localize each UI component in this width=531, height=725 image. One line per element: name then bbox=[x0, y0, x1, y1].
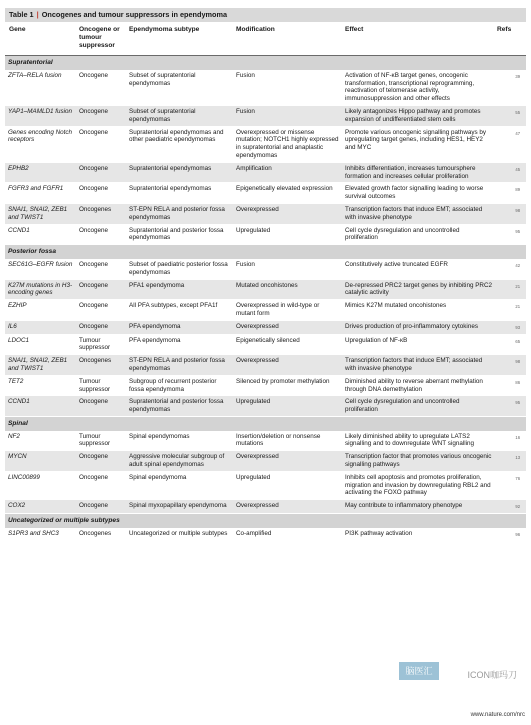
cell-subtype: All PFA subtypes, except PFA1f bbox=[126, 300, 233, 321]
cell-refs: 96 bbox=[496, 528, 526, 541]
header-subtype: Ependymoma subtype bbox=[129, 26, 200, 33]
table-row bbox=[5, 500, 526, 514]
cell-modification: Co-amplified bbox=[233, 528, 342, 541]
cell-effect: Activation of NF-κB target genes, oncogenic transformation, transcriptional reprogramming, reactivation of telomerase activity, immunosuppression and other effects bbox=[342, 70, 496, 106]
cell-effect: Likely diminished ability to upregulate LATS2 signalling and to downregulate WNT signalling bbox=[342, 431, 496, 451]
cell-modification: Fusion bbox=[233, 70, 342, 106]
watermark-logo: 脑医汇 bbox=[399, 662, 439, 680]
cell-type: Oncogene bbox=[76, 70, 126, 106]
cell-gene: COX2 bbox=[5, 500, 76, 514]
table-row bbox=[5, 528, 526, 541]
cell-subtype: Aggressive molecular subgroup of adult spinal ependymomas bbox=[126, 451, 233, 472]
data-table bbox=[5, 56, 526, 542]
cell-modification: Insertion/deletion or nonsense mutations bbox=[233, 431, 342, 451]
cell-refs: 95 bbox=[496, 224, 526, 245]
cell-refs: 42 bbox=[496, 259, 526, 279]
cell-modification: Epigenetically silenced bbox=[233, 334, 342, 355]
cell-modification: Overexpressed or missense mutation; NOTCH1 highly expressed in supratentorial and anaplastic ependymomas bbox=[233, 126, 342, 162]
cell-type: Oncogene bbox=[76, 279, 126, 300]
cell-gene: ZFTA–RELA fusion bbox=[5, 70, 76, 106]
cell-refs: 92 bbox=[496, 500, 526, 514]
cell-refs: 98 bbox=[496, 355, 526, 376]
cell-effect: Mimics K27M mutated oncohistones bbox=[342, 300, 496, 321]
cell-effect: De-repressed PRC2 target genes by inhibiting PRC2 catalytic activity bbox=[342, 279, 496, 300]
cell-type: Oncogene bbox=[76, 183, 126, 204]
section-title: Uncategorized or multiple subtypes bbox=[5, 514, 526, 528]
cell-subtype: Supratentorial ependymomas bbox=[126, 183, 233, 204]
section-title: Supratentorial bbox=[5, 56, 526, 70]
cell-modification: Overexpressed bbox=[233, 451, 342, 472]
cell-modification: Overexpressed bbox=[233, 320, 342, 334]
cell-subtype: Subgroup of recurrent posterior fossa ependymoma bbox=[126, 375, 233, 396]
cell-subtype: ST-EPN RELA and posterior fossa ependymomas bbox=[126, 203, 233, 224]
cell-subtype: Spinal ependymomas bbox=[126, 431, 233, 451]
header-modification: Modification bbox=[236, 26, 275, 33]
cell-modification: Silenced by promoter methylation bbox=[233, 375, 342, 396]
cell-subtype: Supratentorial and posterior fossa ependymomas bbox=[126, 224, 233, 245]
cell-subtype: Uncategorized or multiple subtypes bbox=[126, 528, 233, 541]
cell-refs: 47 bbox=[496, 126, 526, 162]
cell-type: Oncogene bbox=[76, 126, 126, 162]
table-row bbox=[5, 279, 526, 300]
table-row bbox=[5, 334, 526, 355]
cell-modification: Epigenetically elevated expression bbox=[233, 183, 342, 204]
cell-subtype: Subset of paediatric posterior fossa ependymomas bbox=[126, 259, 233, 279]
cell-effect: Likely antagonizes Hippo pathway and promotes expansion of undifferentiated stem cells bbox=[342, 105, 496, 126]
cell-effect: Inhibits cell apoptosis and promotes proliferation, migration and invasion by downregulating RBL2 and activating the FOXO pathway bbox=[342, 471, 496, 499]
cell-refs: 89 bbox=[496, 183, 526, 204]
cell-gene: LDOC1 bbox=[5, 334, 76, 355]
cell-effect: Elevated growth factor signalling leading to worse survival outcomes bbox=[342, 183, 496, 204]
cell-type: Oncogene bbox=[76, 162, 126, 183]
cell-type: Oncogenes bbox=[76, 528, 126, 541]
table-row bbox=[5, 355, 526, 376]
cell-effect: Drives production of pro-inflammatory cytokines bbox=[342, 320, 496, 334]
cell-gene: SNAI1, SNAI2, ZEB1 and TWIST1 bbox=[5, 355, 76, 376]
table-row bbox=[5, 183, 526, 204]
cell-gene: K27M mutations in H3-encoding genes bbox=[5, 279, 76, 300]
cell-modification: Amplification bbox=[233, 162, 342, 183]
cell-type: Oncogene bbox=[76, 320, 126, 334]
cell-type: Oncogene bbox=[76, 300, 126, 321]
cell-refs: 65 bbox=[496, 334, 526, 355]
cell-gene: NF2 bbox=[5, 431, 76, 451]
table-row bbox=[5, 70, 526, 106]
cell-refs: 45 bbox=[496, 162, 526, 183]
cell-refs: 21 bbox=[496, 279, 526, 300]
cell-refs: 98 bbox=[496, 203, 526, 224]
journal-url: www.nature.com/nrc bbox=[470, 712, 525, 718]
header-type: Oncogene or tumour suppressor bbox=[79, 26, 120, 49]
table-header bbox=[5, 22, 526, 56]
cell-gene: IL6 bbox=[5, 320, 76, 334]
cell-gene: LINC00899 bbox=[5, 471, 76, 499]
section-row bbox=[5, 416, 526, 430]
cell-gene: SNAI1, SNAI2, ZEB1 and TWIST1 bbox=[5, 203, 76, 224]
cell-subtype: Supratentorial and posterior fossa ependymomas bbox=[126, 396, 233, 417]
cell-effect: PI3K pathway activation bbox=[342, 528, 496, 541]
section-row bbox=[5, 514, 526, 528]
table-row bbox=[5, 203, 526, 224]
table-container bbox=[5, 8, 526, 542]
table-row bbox=[5, 105, 526, 126]
cell-effect: Constitutively active truncated EGFR bbox=[342, 259, 496, 279]
cell-gene: SEC61G–EGFR fusion bbox=[5, 259, 76, 279]
cell-effect: Diminished ability to reverse aberrant methylation through DNA demethylation bbox=[342, 375, 496, 396]
table-row bbox=[5, 224, 526, 245]
cell-type: Oncogene bbox=[76, 500, 126, 514]
cell-refs: 95 bbox=[496, 396, 526, 417]
cell-modification: Upregulated bbox=[233, 224, 342, 245]
cell-effect: Cell cycle dysregulation and uncontrolled proliferation bbox=[342, 396, 496, 417]
cell-type: Oncogenes bbox=[76, 203, 126, 224]
cell-type: Oncogene bbox=[76, 259, 126, 279]
cell-effect: Promote various oncogenic signalling pathways by upregulating target genes, including HES1, HEY2 and MYC bbox=[342, 126, 496, 162]
cell-refs: 76 bbox=[496, 471, 526, 499]
table-row bbox=[5, 431, 526, 451]
table-row bbox=[5, 320, 526, 334]
cell-subtype: Subset of supratentorial ependymomas bbox=[126, 105, 233, 126]
table-title-bar bbox=[5, 8, 526, 22]
cell-subtype: Supratentorial ependymomas bbox=[126, 162, 233, 183]
cell-type: Oncogene bbox=[76, 451, 126, 472]
section-row bbox=[5, 245, 526, 259]
cell-type: Tumour suppressor bbox=[76, 334, 126, 355]
header-effect: Effect bbox=[345, 26, 364, 33]
cell-effect: Inhibits differentiation, increases tumoursphere formation and increases cellular proliferation bbox=[342, 162, 496, 183]
cell-gene: S1PR3 and SHC3 bbox=[5, 528, 76, 541]
title-separator: | bbox=[36, 10, 39, 19]
cell-subtype: Spinal myxopapillary ependymoma bbox=[126, 500, 233, 514]
header-gene: Gene bbox=[9, 26, 26, 33]
table-row bbox=[5, 375, 526, 396]
cell-refs: 39 bbox=[496, 70, 526, 106]
cell-refs: 16 bbox=[496, 431, 526, 451]
cell-gene: EZHIP bbox=[5, 300, 76, 321]
cell-gene: TET2 bbox=[5, 375, 76, 396]
cell-subtype: Subset of supratentorial ependymomas bbox=[126, 70, 233, 106]
cell-type: Tumour suppressor bbox=[76, 431, 126, 451]
section-title: Posterior fossa bbox=[5, 245, 526, 259]
cell-subtype: Supratentorial ependymomas and other paediatric ependymomas bbox=[126, 126, 233, 162]
cell-refs: 93 bbox=[496, 320, 526, 334]
cell-refs: 55 bbox=[496, 105, 526, 126]
cell-refs: 13 bbox=[496, 451, 526, 472]
header-refs: Refs bbox=[497, 26, 512, 33]
cell-gene: EPHB2 bbox=[5, 162, 76, 183]
section-title: Spinal bbox=[5, 416, 526, 430]
cell-effect: Cell cycle dysregulation and uncontrolled proliferation bbox=[342, 224, 496, 245]
cell-refs: 86 bbox=[496, 375, 526, 396]
cell-type: Oncogenes bbox=[76, 355, 126, 376]
cell-refs: 21 bbox=[496, 300, 526, 321]
cell-subtype: PFA1 ependymoma bbox=[126, 279, 233, 300]
cell-modification: Overexpressed bbox=[233, 500, 342, 514]
cell-modification: Overexpressed in wild-type or mutant form bbox=[233, 300, 342, 321]
watermark-text: ICON咖玛刀 bbox=[467, 670, 517, 680]
cell-type: Oncogene bbox=[76, 224, 126, 245]
cell-effect: Transcription factors that induce EMT; associated with invasive phenotype bbox=[342, 355, 496, 376]
cell-modification: Overexpressed bbox=[233, 355, 342, 376]
cell-subtype: PFA ependymoma bbox=[126, 320, 233, 334]
cell-effect: May contribute to inflammatory phenotype bbox=[342, 500, 496, 514]
cell-gene: YAP1–MAMLD1 fusion bbox=[5, 105, 76, 126]
cell-gene: FGFR3 and FGFR1 bbox=[5, 183, 76, 204]
cell-type: Oncogene bbox=[76, 471, 126, 499]
cell-modification: Upregulated bbox=[233, 471, 342, 499]
cell-subtype: Spinal ependymoma bbox=[126, 471, 233, 499]
table-title: Oncogenes and tumour suppressors in ependymoma bbox=[41, 10, 228, 19]
section-row bbox=[5, 56, 526, 70]
table-row bbox=[5, 162, 526, 183]
cell-gene: MYCN bbox=[5, 451, 76, 472]
cell-effect: Transcription factors that induce EMT; associated with invasive phenotype bbox=[342, 203, 496, 224]
cell-gene: CCND1 bbox=[5, 396, 76, 417]
table-row bbox=[5, 451, 526, 472]
cell-modification: Fusion bbox=[233, 259, 342, 279]
table-label: Table 1 bbox=[9, 10, 34, 19]
cell-type: Tumour suppressor bbox=[76, 375, 126, 396]
cell-gene: Genes encoding Notch receptors bbox=[5, 126, 76, 162]
cell-effect: Transcription factor that promotes various oncogenic signalling pathways bbox=[342, 451, 496, 472]
table-row bbox=[5, 396, 526, 417]
table-row bbox=[5, 300, 526, 321]
cell-modification: Overexpressed bbox=[233, 203, 342, 224]
table-row bbox=[5, 126, 526, 162]
cell-subtype: PFA ependymoma bbox=[126, 334, 233, 355]
table-row bbox=[5, 471, 526, 499]
cell-subtype: ST-EPN RELA and posterior fossa ependymomas bbox=[126, 355, 233, 376]
cell-type: Oncogene bbox=[76, 105, 126, 126]
cell-modification: Fusion bbox=[233, 105, 342, 126]
cell-effect: Upregulation of NF-κB bbox=[342, 334, 496, 355]
cell-modification: Upregulated bbox=[233, 396, 342, 417]
cell-type: Oncogene bbox=[76, 396, 126, 417]
cell-modification: Mutated oncohistones bbox=[233, 279, 342, 300]
table-row bbox=[5, 259, 526, 279]
cell-gene: CCND1 bbox=[5, 224, 76, 245]
